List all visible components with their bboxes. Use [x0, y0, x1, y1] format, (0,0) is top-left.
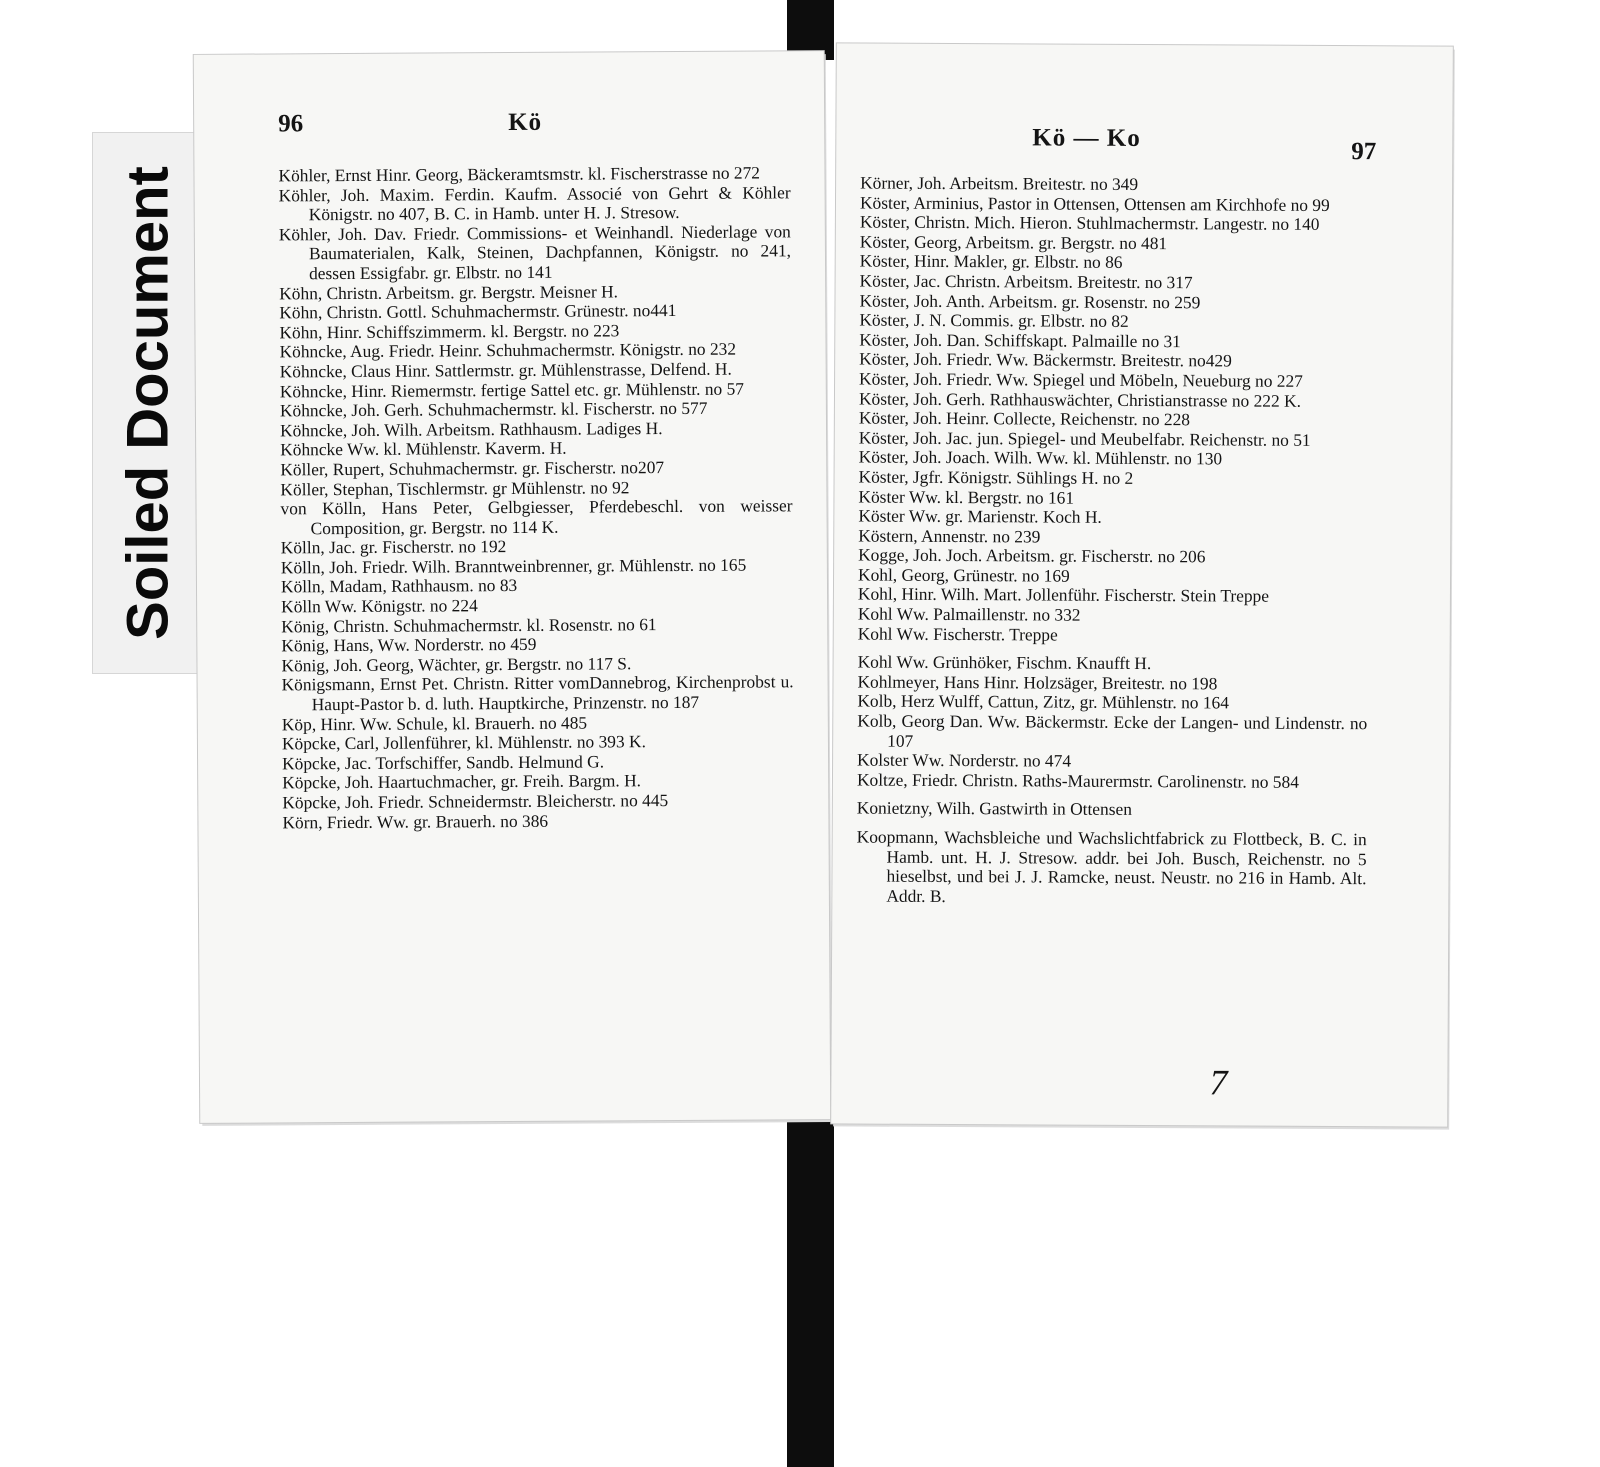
- directory-entry: Kölln, Madam, Rathhausm. no 83: [280, 575, 518, 597]
- directory-entry: Köster, Christn. Mich. Hieron. Stuhlmachermstr. Langestr. no 140: [859, 211, 1320, 235]
- directory-entry: Köster, Jac. Christn. Arbeitsm. Breitestr. no 317: [859, 270, 1193, 293]
- directory-entry: Köhn, Christn. Gottl. Schuhmachermstr. Grünestr. no441: [279, 300, 677, 323]
- directory-entry: von Kölln, Hans Peter, Gelbgiesser, Pferdebeschl. von weisser Composition, gr. Bergstr. no 114 K.: [280, 495, 793, 538]
- directory-entry: Königsmann, Ernst Pet. Christn. Ritter vomDannebrog, Kirchenprobst u. Haupt-Pastor b. d. luth. Hauptkirche, Prinzenstr. no 187: [281, 671, 794, 715]
- directory-entry: König, Joh. Georg, Wächter, gr. Bergstr. no 117 S.: [281, 653, 632, 676]
- directory-entry: Kölln Ww. Königstr. no 224: [281, 595, 478, 617]
- directory-entry: Köster, Joh. Dan. Schiffskapt. Palmaille no 31: [859, 329, 1181, 351]
- directory-entry: Köster, Georg, Arbeitsm. gr. Bergstr. no 481: [859, 231, 1168, 253]
- directory-entry: Köhncke, Joh. Wilh. Arbeitsm. Rathhausm. Ladiges H.: [279, 417, 663, 441]
- directory-entry: Köhler, Joh. Maxim. Ferdin. Kaufm. Associé von Gehrt & Köhler Königstr. no 407, B. C. in Hamb. unter H. J. Stresow.: [278, 181, 791, 225]
- directory-entry: Köhn, Christn. Arbeitsm. gr. Bergstr. Meisner H.: [279, 280, 619, 303]
- directory-entry: Kolb, Herz Wulff, Cattun, Zitz, gr. Mühlenstr. no 164: [857, 690, 1229, 713]
- directory-entry: Köhn, Hinr. Schiffszimmerm. kl. Bergstr. no 223: [279, 320, 620, 343]
- directory-entry: Köster Ww. kl. Bergstr. no 161: [858, 486, 1075, 508]
- directory-entry: Köster, Joh. Gerh. Rathhauswächter, Christianstrasse no 222 K.: [858, 388, 1302, 411]
- directory-entry: Köster, Joh. Friedr. Ww. Bäckermstr. Breitestr. no429: [859, 348, 1232, 371]
- directory-entry: König, Christn. Schuhmachermstr. kl. Rosenstr. no 61: [281, 613, 657, 637]
- directory-entry: Köster, Joh. Jac. jun. Spiegel- und Meubelfabr. Reichenstr. no 51: [858, 427, 1311, 450]
- directory-entry: Köster, Arminius, Pastor in Ottensen, Ottensen am Kirchhofe no 99: [859, 192, 1330, 215]
- directory-entry: Kohl Ww. Palmaillenstr. no 332: [857, 603, 1081, 625]
- directory-entry: Köstern, Annenstr. no 239: [858, 525, 1041, 547]
- directory-entry: Koltze, Friedr. Christn. Raths-Maurermstr. Carolinenstr. no 584: [856, 769, 1299, 792]
- directory-entry: König, Hans, Ww. Norderstr. no 459: [281, 634, 537, 656]
- directory-entry: Köster, Jgfr. Königstr. Sühlings H. no 2: [858, 466, 1134, 488]
- directory-entry: Kohl Ww. Grünhöker, Fischm. Knaufft H.: [857, 651, 1152, 674]
- directory-entry: Körn, Friedr. Ww. gr. Brauerh. no 386: [282, 810, 549, 833]
- left-page: [194, 51, 831, 1123]
- directory-entry: Köhncke, Claus Hinr. Sattlermstr. gr. Mühlenstrasse, Delfend. H.: [279, 358, 732, 382]
- directory-entry: Köpcke, Joh. Haartuchmacher, gr. Freih. Bargm. H.: [282, 770, 642, 793]
- right-page: [831, 43, 1453, 1126]
- directory-entry: Köster Ww. gr. Marienstr. Koch H.: [858, 505, 1102, 527]
- directory-entry: Kogge, Joh. Joch. Arbeitsm. gr. Fischerstr. no 206: [858, 544, 1206, 567]
- directory-entry: Köller, Rupert, Schuhmachermstr. gr. Fischerstr. no207: [280, 456, 665, 480]
- directory-entry: Körner, Joh. Arbeitsm. Breitestr. no 349: [860, 172, 1139, 194]
- directory-entry: Köhncke Ww. kl. Mühlenstr. Kaverm. H.: [280, 437, 567, 460]
- entry-list-right: [856, 174, 1370, 909]
- directory-entry: Kölln, Jac. gr. Fischerstr. no 192: [280, 536, 507, 558]
- running-head-left: Kö: [508, 108, 543, 137]
- signature-mark: 7: [1209, 1062, 1228, 1103]
- entry-list-left: [278, 163, 794, 832]
- directory-entry: Köster, Joh. Joach. Wilh. Ww. kl. Mühlenstr. no 130: [858, 446, 1223, 469]
- page-number-left: 96: [278, 110, 304, 138]
- directory-entry: Kohl Ww. Fischerstr. Treppe: [857, 623, 1058, 645]
- soiled-document-label: [92, 132, 204, 674]
- directory-entry: Köhler, Joh. Dav. Friedr. Commissions- et Weinhandl. Niederlage von Baumaterialen, Kalk, Steinen, Dachpfannen, Königstr. no 241, dessen Essigfabr. gr. Elbstr. no 141: [278, 221, 792, 284]
- directory-entry: Kolb, Georg Dan. Ww. Bäckermstr. Ecke der Langen- und Lindenstr. no 107: [857, 710, 1368, 751]
- directory-entry: Köpcke, Joh. Friedr. Schneidermstr. Bleicherstr. no 445: [282, 790, 669, 813]
- page-number-right: 97: [1351, 138, 1377, 166]
- directory-entry: Kohl, Hinr. Wilh. Mart. Jollenführ. Fischerstr. Stein Treppe: [857, 583, 1270, 607]
- directory-entry: Kohlmeyer, Hans Hinr. Holzsäger, Breitestr. no 198: [857, 671, 1218, 694]
- directory-entry: Köster, Joh. Friedr. Ww. Spiegel und Möbeln, Neueburg no 227: [859, 368, 1303, 391]
- soiled-document-text: Soiled Document: [115, 166, 181, 640]
- directory-entry: Köp, Hinr. Ww. Schule, kl. Brauerh. no 485: [281, 712, 588, 735]
- directory-entry: Köster, Hinr. Makler, gr. Elbstr. no 86: [859, 250, 1123, 273]
- directory-entry: Kohl, Georg, Grünestr. no 169: [857, 564, 1070, 586]
- directory-entry: Köhncke, Aug. Friedr. Heinr. Schuhmachermstr. Königstr. no 232: [279, 338, 737, 362]
- directory-entry: Koopmann, Wachsbleiche und Wachslichtfabrick zu Flottbeck, B. C. in Hamb. unt. H. J. Stresow. addr. bei Joh. Busch, Reichenstr. no 5 hieselbst, und bei J. J. Ramcke, neust. Neustr. no 216 in Hamb. Alt. Addr. B.: [856, 826, 1367, 906]
- directory-entry: Konietzny, Wilh. Gastwirth in Ottensen: [856, 797, 1132, 820]
- directory-entry: Kolster Ww. Norderstr. no 474: [857, 749, 1072, 771]
- binding-spine-bottom: [787, 1115, 834, 1467]
- directory-entry: Köster, Joh. Anth. Arbeitsm. gr. Rosenstr. no 259: [859, 290, 1201, 312]
- directory-entry: Köhler, Ernst Hinr. Georg, Bäckeramtsmstr. kl. Fischerstrasse no 272: [278, 162, 761, 186]
- directory-entry: Köster, Joh. Heinr. Collecte, Reichenstr. no 228: [858, 407, 1191, 430]
- directory-entry: Köpcke, Jac. Torfschiffer, Sandb. Helmund G.: [282, 751, 605, 774]
- directory-entry: Köller, Stephan, Tischlermstr. gr Mühlenstr. no 92: [280, 476, 630, 499]
- directory-entry: Köhncke, Hinr. Riemermstr. fertige Sattel etc. gr. Mühlenstr. no 57: [279, 378, 745, 401]
- directory-entry: Köster, J. N. Commis. gr. Elbstr. no 82: [859, 309, 1129, 332]
- directory-entry: Kölln, Joh. Friedr. Wilh. Branntweinbrenner, gr. Mühlenstr. no 165: [280, 554, 747, 578]
- directory-entry: Köpcke, Carl, Jollenführer, kl. Mühlenstr. no 393 K.: [281, 731, 646, 754]
- running-head-right: Kö — Ko: [1032, 124, 1141, 152]
- directory-entry: Köhncke, Joh. Gerh. Schuhmachermstr. kl. Fischerstr. no 577: [279, 397, 708, 421]
